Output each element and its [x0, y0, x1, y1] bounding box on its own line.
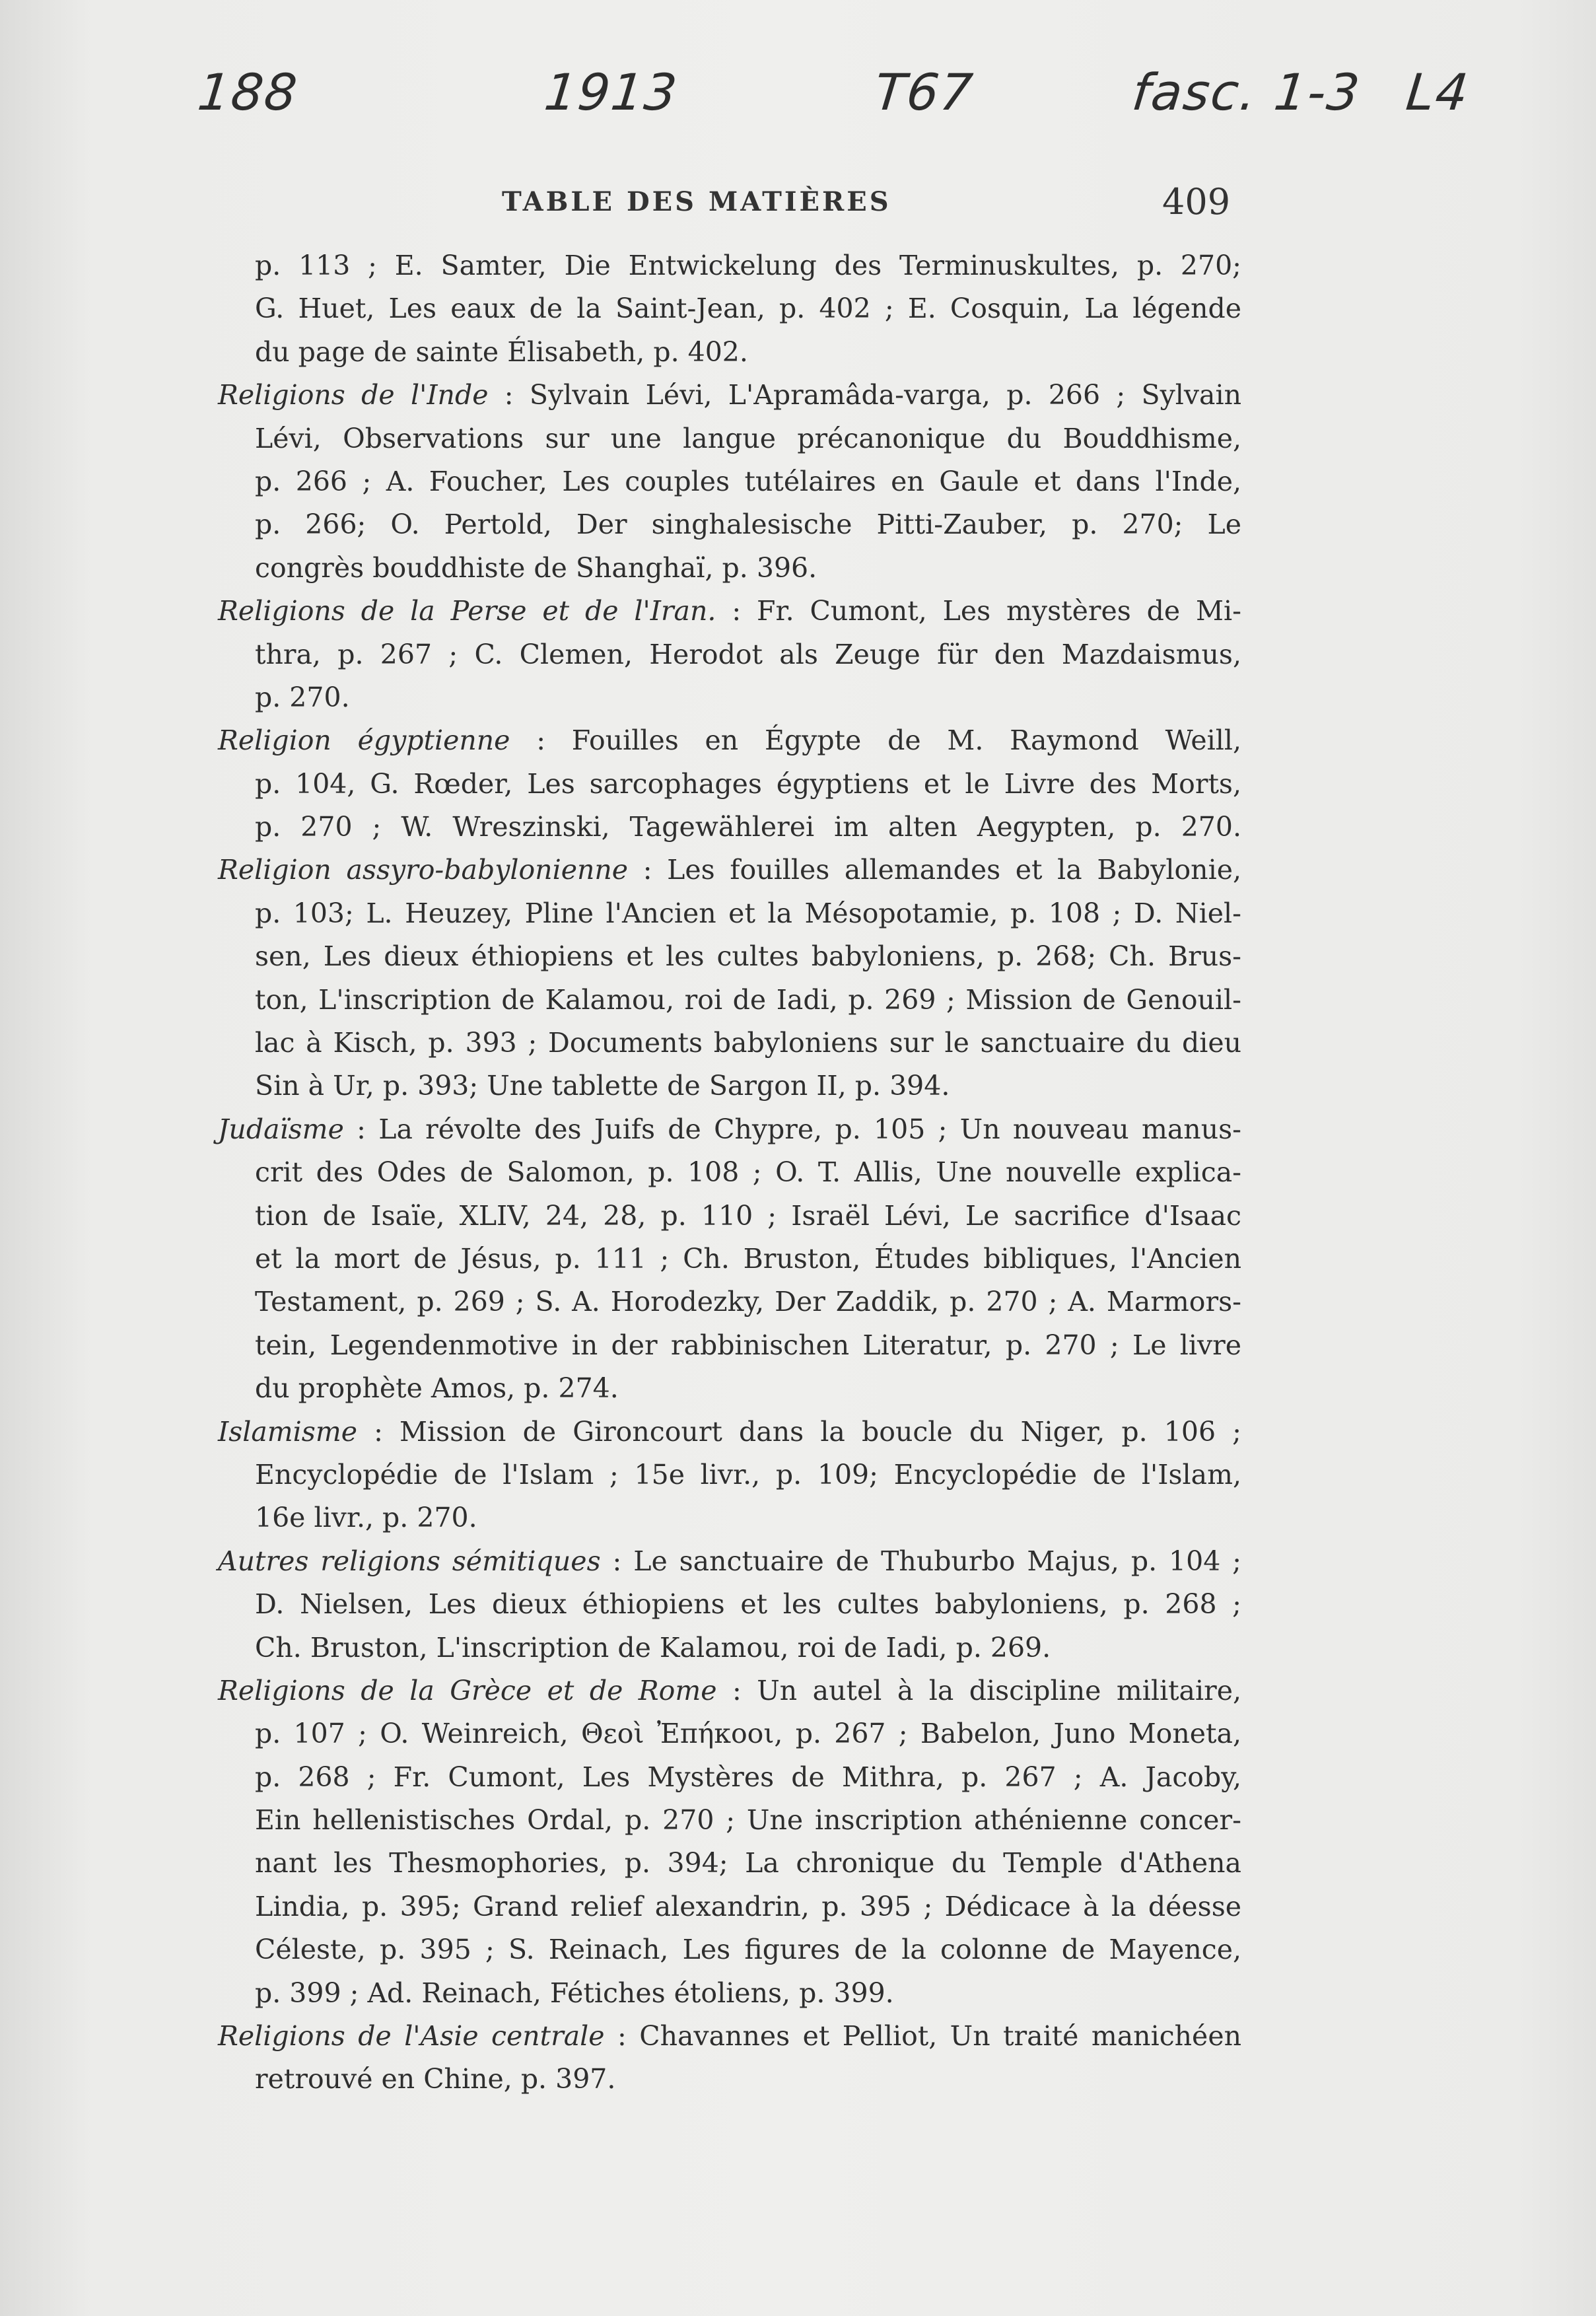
text-line: [218, 1151, 1241, 1194]
line-text: : Mission de Gironcourt dans la boucle du Niger, p. 106 ;: [357, 1415, 1241, 1448]
text-line: [218, 244, 1241, 287]
line-text: : Sylvain Lévi, L'Apramâda-varga, p. 266 ; Sylvain: [488, 379, 1242, 411]
line-text: et la mort de Jésus, p. 111 ; Ch. Bruston, Études bibliques, l'Ancien: [255, 1242, 1241, 1275]
category-heading: Religions de la Grèce et de Rome: [218, 1674, 717, 1706]
line-text: p. 113 ; E. Samter, Die Entwickelung des Terminuskultes, p. 270;: [255, 250, 1241, 281]
category-line: [218, 1108, 1241, 1151]
line-text: Sin à Ur, p. 393; Une tablette de Sargon II, p. 394.: [255, 1070, 950, 1102]
line-text: congrès bouddhiste de Shanghaï, p. 396.: [255, 551, 817, 584]
line-text: : Fr. Cumont, Les mystères de Mi-: [716, 595, 1241, 627]
line-text: Céleste, p. 395 ; S. Reinach, Les figures de la colonne de Mayence,: [255, 1934, 1241, 1966]
handwritten-note-1: 188: [195, 63, 301, 122]
text-line: [218, 1022, 1241, 1065]
line-text: p. 103; L. Heuzey, Pline l'Ancien et la Mésopotamie, p. 108 ; D. Niel-: [255, 897, 1241, 929]
text-line: [218, 1195, 1241, 1238]
category-heading: Religions de l'Asie centrale: [218, 2020, 605, 2053]
text-line: [218, 547, 1241, 590]
line-text: : Le sanctuaire de Thuburbo Majus, p. 104 ;: [600, 1545, 1241, 1577]
text-line: [218, 1454, 1241, 1496]
category-line: [218, 590, 1241, 633]
line-text: p. 266; O. Pertold, Der singhalesische Pitti-Zauber, p. 270; Le: [255, 509, 1241, 541]
text-line: [218, 1238, 1241, 1281]
text-line: [218, 633, 1241, 676]
category-heading: Religions de la Perse et de l'Iran.: [218, 595, 716, 627]
handwritten-note-5: L4: [1403, 63, 1473, 122]
category-line: [218, 1411, 1241, 1454]
text-line: [218, 892, 1241, 935]
text-line: [218, 1627, 1241, 1669]
text-line: [218, 1799, 1241, 1842]
line-text: p. 104, G. Rœder, Les sarcophages égyptiens et le Livre des Morts,: [255, 767, 1241, 800]
line-text: tion de Isaïe, XLIV, 24, 28, p. 110 ; Israël Lévi, Le sacrifice d'Isaac: [255, 1199, 1241, 1232]
page-number: 409: [1162, 181, 1231, 223]
line-text: tein, Legendenmotive in der rabbinischen Literatur, p. 270 ; Le livre: [255, 1329, 1241, 1361]
line-text: Encyclopédie de l'Islam ; 15e livr., p. 109; Encyclopédie de l'Islam,: [255, 1458, 1241, 1491]
text-line: [218, 1842, 1241, 1885]
page-title: TABLE DES MATIÈRES: [502, 186, 891, 217]
line-text: Ein hellenistisches Ordal, p. 270 ; Une inscription athénienne concer-: [255, 1804, 1241, 1837]
category-heading: Islamisme: [218, 1415, 357, 1448]
category-heading: Judaïsme: [218, 1113, 344, 1145]
text-line: [218, 1065, 1241, 1107]
text-line: [218, 503, 1241, 546]
line-text: du page de sainte Élisabeth, p. 402.: [255, 335, 748, 368]
category-line: [218, 1540, 1241, 1583]
text-line: [218, 2058, 1241, 2101]
category-line: [218, 849, 1241, 892]
category-line: [218, 374, 1241, 417]
line-text: p. 268 ; Fr. Cumont, Les Mystères de Mithra, p. 267 ; A. Jacoby,: [255, 1761, 1241, 1793]
line-text: : Fouilles en Égypte de M. Raymond Weill,: [510, 724, 1242, 757]
line-text: thra, p. 267 ; C. Clemen, Herodot als Zeuge für den Mazdaismus,: [255, 638, 1241, 670]
line-text: Testament, p. 269 ; S. A. Horodezky, Der Zaddik, p. 270 ; A. Marmors-: [255, 1286, 1241, 1318]
line-text: p. 270.: [255, 681, 350, 713]
text-line: [218, 1496, 1241, 1539]
category-line: [218, 1669, 1241, 1712]
line-text: 16e livr., p. 270.: [255, 1502, 477, 1534]
line-text: ton, L'inscription de Kalamou, roi de Iadi, p. 269 ; Mission de Genouil-: [255, 983, 1241, 1016]
line-text: D. Nielsen, Les dieux éthiopiens et les cultes babyloniens, p. 268 ;: [255, 1588, 1241, 1621]
category-heading: Religions de l'Inde: [218, 379, 489, 411]
line-text: : Un autel à la discipline militaire,: [716, 1674, 1241, 1706]
category-line: [218, 719, 1241, 762]
line-text: : La révolte des Juifs de Chypre, p. 105 ; Un nouveau manus-: [343, 1113, 1241, 1145]
text-line: [218, 460, 1241, 503]
category-heading: Autres religions sémitiques: [218, 1545, 601, 1577]
text-line: [218, 1885, 1241, 1928]
text-line: [218, 676, 1241, 719]
category-heading: Religion assyro-babylonienne: [218, 854, 629, 886]
line-text: p. 266 ; A. Foucher, Les couples tutélaires en Gaule et dans l'Inde,: [255, 465, 1241, 497]
line-text: p. 399 ; Ad. Reinach, Fétiches étoliens, p. 399.: [255, 1977, 894, 2009]
text-line: [218, 417, 1241, 460]
line-text: : Les fouilles allemandes et la Babylonie,: [628, 854, 1241, 886]
running-head: [0, 181, 1596, 230]
line-text: lac à Kisch, p. 393 ; Documents babyloniens sur le sanctuaire du dieu: [255, 1027, 1241, 1059]
line-text: sen, Les dieux éthiopiens et les cultes babyloniens, p. 268; Ch. Brus-: [255, 940, 1241, 973]
line-text: retrouvé en Chine, p. 397.: [255, 2063, 616, 2095]
text-line: [218, 1583, 1241, 1626]
line-text: Lévi, Observations sur une langue précanonique du Bouddhisme,: [255, 422, 1241, 454]
table-of-contents-body: [218, 244, 1241, 2101]
line-text: p. 270 ; W. Wreszinski, Tagewählerei im alten Aegypten, p. 270.: [255, 811, 1241, 843]
line-text: nant les Thesmophories, p. 394; La chronique du Temple d'Athena: [255, 1847, 1241, 1879]
line-text: p. 107 ; O. Weinreich, Θεοὶ Ἐπήκοοι, p. 267 ; Babelon, Juno Moneta,: [255, 1718, 1241, 1750]
text-line: [218, 331, 1241, 374]
line-text: crit des Odes de Salomon, p. 108 ; O. T. Allis, Une nouvelle explica-: [255, 1156, 1241, 1189]
text-line: [218, 287, 1241, 330]
category-line: [218, 2015, 1241, 2058]
text-line: [218, 763, 1241, 806]
handwritten-note-4: fasc. 1-3: [1129, 63, 1364, 122]
handwritten-note-2: 1913: [541, 63, 681, 122]
category-heading: Religion égyptienne: [218, 724, 510, 757]
handwritten-note-3: T67: [872, 63, 977, 122]
text-line: [218, 1756, 1241, 1799]
line-text: Lindia, p. 395; Grand relief alexandrin, p. 395 ; Dédicace à la déesse: [255, 1890, 1241, 1922]
text-line: [218, 979, 1241, 1022]
line-text: Ch. Bruston, L'inscription de Kalamou, roi de Iadi, p. 269.: [255, 1631, 1051, 1664]
text-line: [218, 1281, 1241, 1323]
text-line: [218, 935, 1241, 978]
text-line: [218, 806, 1241, 849]
line-text: : Chavannes et Pelliot, Un traité manichéen: [604, 2020, 1241, 2053]
text-line: [218, 1324, 1241, 1367]
text-line: [218, 1367, 1241, 1410]
text-line: [218, 1972, 1241, 2015]
line-text: du prophète Amos, p. 274.: [255, 1372, 619, 1405]
text-line: [218, 1712, 1241, 1755]
text-line: [218, 1928, 1241, 1971]
line-text: G. Huet, Les eaux de la Saint-Jean, p. 402 ; E. Cosquin, La légende: [255, 293, 1241, 325]
